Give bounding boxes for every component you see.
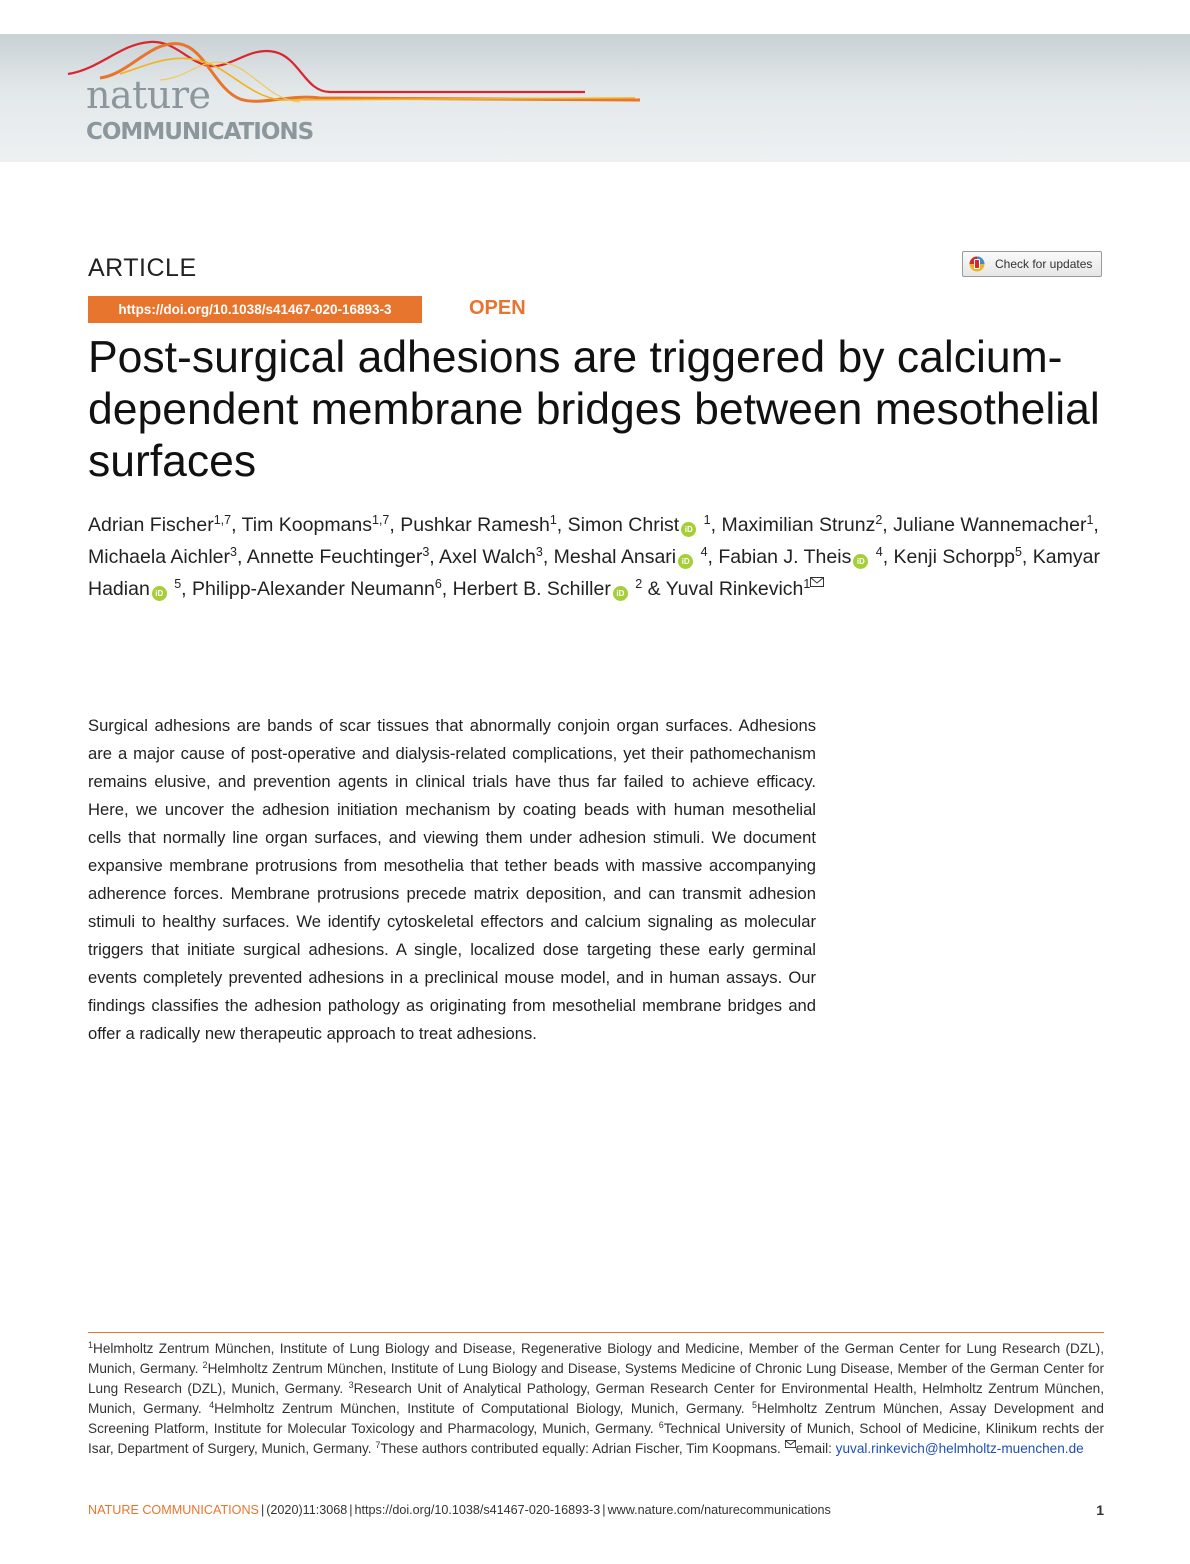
affiliation-text: Helmholtz Zentrum München, Institute of Lung Biology and Disease, Systems Medicine of Chronic Lung Disease, Member of the German Center for Lung Research (DZL), Munich, Germany. xyxy=(88,1361,1104,1396)
logo-nature-text: nature xyxy=(86,73,211,117)
author-affiliation-marker: 4 xyxy=(875,545,883,559)
footer-separator: | xyxy=(260,1503,265,1517)
author-name[interactable]: Kenji Schorpp xyxy=(893,546,1015,568)
orcid-icon[interactable]: iD xyxy=(678,554,693,569)
email-link[interactable]: yuval.rinkevich@helmholtz-muenchen.de xyxy=(835,1441,1084,1456)
author-affiliation-marker: 3 xyxy=(422,545,430,559)
check-for-updates-button[interactable] xyxy=(962,251,1102,277)
author-name[interactable]: Yuval Rinkevich xyxy=(665,578,804,600)
affiliation-number: 3 xyxy=(348,1380,354,1390)
affiliation-number: 6 xyxy=(658,1420,664,1430)
author-name[interactable]: Meshal Ansari xyxy=(553,546,677,568)
affiliations xyxy=(88,1339,1104,1459)
author-name[interactable]: Juliane Wannemacher xyxy=(893,514,1087,536)
footer-separator: | xyxy=(349,1503,353,1517)
author-name[interactable]: Pushkar Ramesh xyxy=(400,514,550,536)
affiliation-number: 1 xyxy=(88,1340,94,1350)
footer-separator: | xyxy=(602,1503,606,1517)
orcid-icon[interactable]: iD xyxy=(152,586,167,601)
affiliation-text: These authors contributed equally: Adrian Fischer, Tim Koopmans. xyxy=(380,1441,781,1456)
mail-icon xyxy=(785,1440,796,1448)
open-access-label: OPEN xyxy=(469,297,526,319)
check-for-updates-label: Check for updates xyxy=(995,257,1093,271)
author-name[interactable]: Axel Walch xyxy=(439,546,536,568)
author-affiliation-marker: 2 xyxy=(875,513,883,527)
author-name[interactable]: Adrian Fischer xyxy=(88,514,214,536)
affiliation-text: Helmholtz Zentrum München, Assay Development and Screening Platform, Institute for Molecular Toxicology and Pharmacology, Munich, Germany. xyxy=(88,1401,1104,1436)
author-affiliation-marker: 5 xyxy=(1014,545,1022,559)
article-type-label: ARTICLE xyxy=(88,254,197,282)
orcid-icon[interactable]: iD xyxy=(613,586,628,601)
doi-link[interactable]: https://doi.org/10.1038/s41467-020-16893-3 xyxy=(88,296,422,323)
affiliation-text: Helmholtz Zentrum München, Institute of Lung Biology and Disease, Regenerative Biology and Medicine, Member of the German Center for Lung Research (DZL), Munich, Germany. xyxy=(88,1341,1104,1376)
author-affiliation-marker: 3 xyxy=(535,545,543,559)
author-name[interactable]: Philipp-Alexander Neumann xyxy=(192,578,435,600)
author-name[interactable]: Herbert B. Schiller xyxy=(452,578,611,600)
author-affiliation-marker: 1 xyxy=(803,577,811,591)
author-name[interactable]: Tim Koopmans xyxy=(241,514,372,536)
author-affiliation-marker: 5 xyxy=(174,577,182,591)
author-name[interactable]: Annette Feuchtinger xyxy=(246,546,423,568)
orcid-icon[interactable]: iD xyxy=(853,554,868,569)
logo-communications-text: COMMUNICATIONS xyxy=(86,119,314,145)
mail-icon xyxy=(810,577,824,587)
author-affiliation-marker: 1,7 xyxy=(372,513,390,527)
author-name[interactable]: Simon Christ xyxy=(567,514,680,536)
author-affiliation-marker: 3 xyxy=(229,545,237,559)
article-title: Post-surgical adhesions are triggered by calcium-dependent membrane bridges between mesothelial surfaces xyxy=(88,333,1100,486)
footer-journal-name: NATURE COMMUNICATIONS xyxy=(88,1503,259,1517)
affiliation-text: Technical University of Munich, School of Medicine, Klinikum rechts der Isar, Department of Surgery, Munich, Germany. xyxy=(88,1421,1104,1456)
author-name[interactable]: Maximilian Strunz xyxy=(721,514,876,536)
author-affiliation-marker: 2 xyxy=(635,577,643,591)
journal-banner xyxy=(0,34,1190,162)
footer-citation: (2020)11:3068 xyxy=(266,1503,348,1517)
author-affiliation-marker: 4 xyxy=(700,545,708,559)
author-affiliation-marker: 1 xyxy=(703,513,711,527)
page-footer xyxy=(88,1502,1104,1518)
affiliation-number: 2 xyxy=(202,1360,208,1370)
author-name[interactable]: Kamyar Hadian xyxy=(88,546,1100,600)
affiliations-divider xyxy=(88,1332,1104,1333)
abstract: Surgical adhesions are bands of scar tissues that abnormally conjoin organ surfaces. Adhesions are a major cause of post-operative and dialysis-related complications, yet their pathomechanism remains elusive, and prevention agents in clinical trials have thus far failed to achieve efficacy. Here, we uncover the adhesion initiation mechanism by coating beads with human mesothelial cells that normally line organ surfaces, and viewing them under adhesion stimuli. We document expansive membrane protrusions from mesothelia that tether beads with massive accompanying adherence forces. Membrane protrusions precede matrix deposition, and can transmit adhesion stimuli to healthy surfaces. We identify cytoskeletal effectors and calcium signaling as molecular triggers that initiate surgical adhesions. A single, localized dose targeting these early germinal events completely prevented adhesions in a preclinical mouse model, and in human assays. Our findings classifies the adhesion pathology as originating from mesothelial membrane bridges and offer a radically new therapeutic approach to treat adhesions. xyxy=(88,716,816,1043)
author-affiliation-marker: 1 xyxy=(1086,513,1094,527)
footer-doi[interactable]: https://doi.org/10.1038/s41467-020-16893-3 xyxy=(354,1503,601,1517)
email-label: email: xyxy=(795,1441,832,1456)
affiliation-number: 4 xyxy=(209,1400,215,1410)
page-number: 1 xyxy=(1096,1502,1104,1518)
author-affiliation-marker: 6 xyxy=(434,577,442,591)
author-name[interactable]: Fabian J. Theis xyxy=(718,546,852,568)
author-affiliation-marker: 1 xyxy=(549,513,557,527)
crossmark-icon xyxy=(969,256,985,272)
affiliation-number: 5 xyxy=(752,1400,758,1410)
author-list: Adrian Fischer$^{1,7}$, Tim Koopmans$^{1,7}$, Pushkar Ramesh$^1$, Simon Christ iD $^1$, Maximilian Strunz$^2$, Juliane Wannemacher$^1$, Michaela Aichler$^3$, Annette Feuchtinger$^3$, Axel Walch$^3$, Meshal Ansari iD $^4$, Fabian J. Theis iD $^4$, Kenji Schorpp$^5$, Kamyar Hadian iD $^5$, Philipp-Alexander Neumann$^6$, Herbert B. Schiller iD $^2$ & Yuval Rinkevich$^1$ xyxy=(88,513,1100,600)
footer-website[interactable]: www.nature.com/naturecommunications xyxy=(607,1503,831,1517)
author-affiliation-marker: 1,7 xyxy=(213,513,232,527)
author-name[interactable]: Michaela Aichler xyxy=(88,546,230,568)
orcid-icon[interactable]: iD xyxy=(681,522,696,537)
affiliation-number: 7 xyxy=(375,1440,381,1450)
affiliation-text: Helmholtz Zentrum München, Institute of Computational Biology, Munich, Germany. xyxy=(214,1401,745,1416)
affiliation-text: Research Unit of Analytical Pathology, German Research Center for Environmental Health, Helmholtz Zentrum München, Munich, Germany. xyxy=(88,1381,1105,1416)
